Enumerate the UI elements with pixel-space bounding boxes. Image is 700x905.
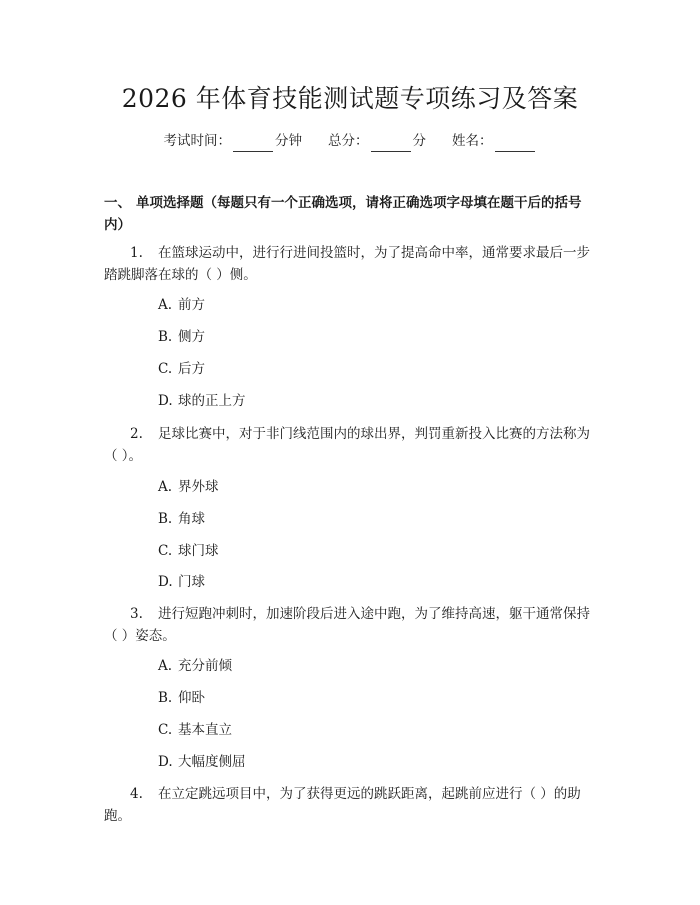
option-letter: A. (158, 297, 173, 313)
option-text: 侧方 (178, 329, 205, 345)
option-letter: A. (158, 658, 173, 674)
option-3d[interactable] (158, 751, 246, 773)
option-letter: D. (158, 754, 173, 770)
option-3b[interactable] (158, 687, 205, 709)
option-2b[interactable] (158, 508, 205, 530)
option-text: 前方 (178, 297, 205, 313)
option-2c[interactable] (158, 540, 219, 562)
score-blank[interactable] (371, 137, 411, 152)
name-label: 姓名： (452, 133, 493, 149)
question-number: 1. (130, 245, 143, 261)
score-label: 总分： (328, 133, 369, 149)
page-title: 2026 年体育技能测试题专项练习及答案 (121, 84, 579, 113)
option-text: 球的正上方 (178, 393, 246, 409)
option-letter: C. (158, 722, 173, 738)
option-letter: D. (158, 393, 173, 409)
option-3a[interactable] (158, 655, 232, 677)
option-text: 基本直立 (178, 722, 232, 738)
total-score (328, 130, 426, 152)
exam-time (164, 130, 303, 152)
option-letter: C. (158, 361, 173, 377)
option-text: 界外球 (178, 479, 219, 495)
time-unit: 分钟 (275, 133, 302, 149)
option-text: 角球 (178, 511, 205, 527)
option-2d[interactable] (158, 571, 205, 593)
question-3 (104, 603, 600, 647)
question-4 (104, 783, 600, 827)
question-1 (104, 242, 600, 286)
time-label: 考试时间： (163, 133, 231, 149)
question-2 (104, 423, 600, 467)
option-text: 门球 (178, 574, 205, 590)
section-heading (104, 192, 600, 236)
option-letter: B. (158, 511, 173, 527)
option-1d[interactable] (158, 390, 246, 412)
question-text: 足球比赛中，对于非门线范围内的球出界，判罚重新投入比赛的方法称为（ ）。 (104, 426, 590, 464)
option-2a[interactable] (158, 476, 219, 498)
option-text: 充分前倾 (178, 658, 232, 674)
option-letter: C. (158, 543, 173, 559)
question-text: 进行短跑冲刺时，加速阶段后进入途中跑，为了维持高速，躯干通常保持（ ）姿态。 (104, 606, 590, 644)
time-blank[interactable] (233, 137, 273, 152)
option-letter: D. (158, 574, 173, 590)
question-number: 4. (130, 786, 143, 802)
section-text: 单项选择题（每题只有一个正确选项，请将正确选项字母填在题干后的括号内） (104, 195, 582, 233)
question-text: 在篮球运动中，进行行进间投篮时，为了提高命中率，通常要求最后一步踏跳脚落在球的（ ）侧。 (104, 245, 590, 283)
name-blank[interactable] (495, 137, 535, 152)
score-unit: 分 (412, 133, 426, 149)
student-name (452, 130, 537, 152)
option-text: 球门球 (178, 543, 219, 559)
option-1a[interactable] (158, 294, 205, 316)
question-number: 3. (130, 606, 143, 622)
option-text: 后方 (178, 361, 205, 377)
section-number: 一、 (104, 195, 131, 211)
option-letter: B. (158, 690, 173, 706)
question-text: 在立定跳远项目中，为了获得更远的跳跃距离，起跳前应进行（ ）的助跑。 (104, 786, 581, 824)
option-text: 仰卧 (178, 690, 205, 706)
option-1c[interactable] (158, 358, 205, 380)
option-letter: B. (158, 329, 173, 345)
option-letter: A. (158, 479, 173, 495)
option-text: 大幅度侧屈 (178, 754, 246, 770)
question-number: 2. (130, 426, 143, 442)
option-3c[interactable] (158, 719, 232, 741)
exam-meta (0, 130, 700, 152)
option-1b[interactable] (158, 326, 205, 348)
